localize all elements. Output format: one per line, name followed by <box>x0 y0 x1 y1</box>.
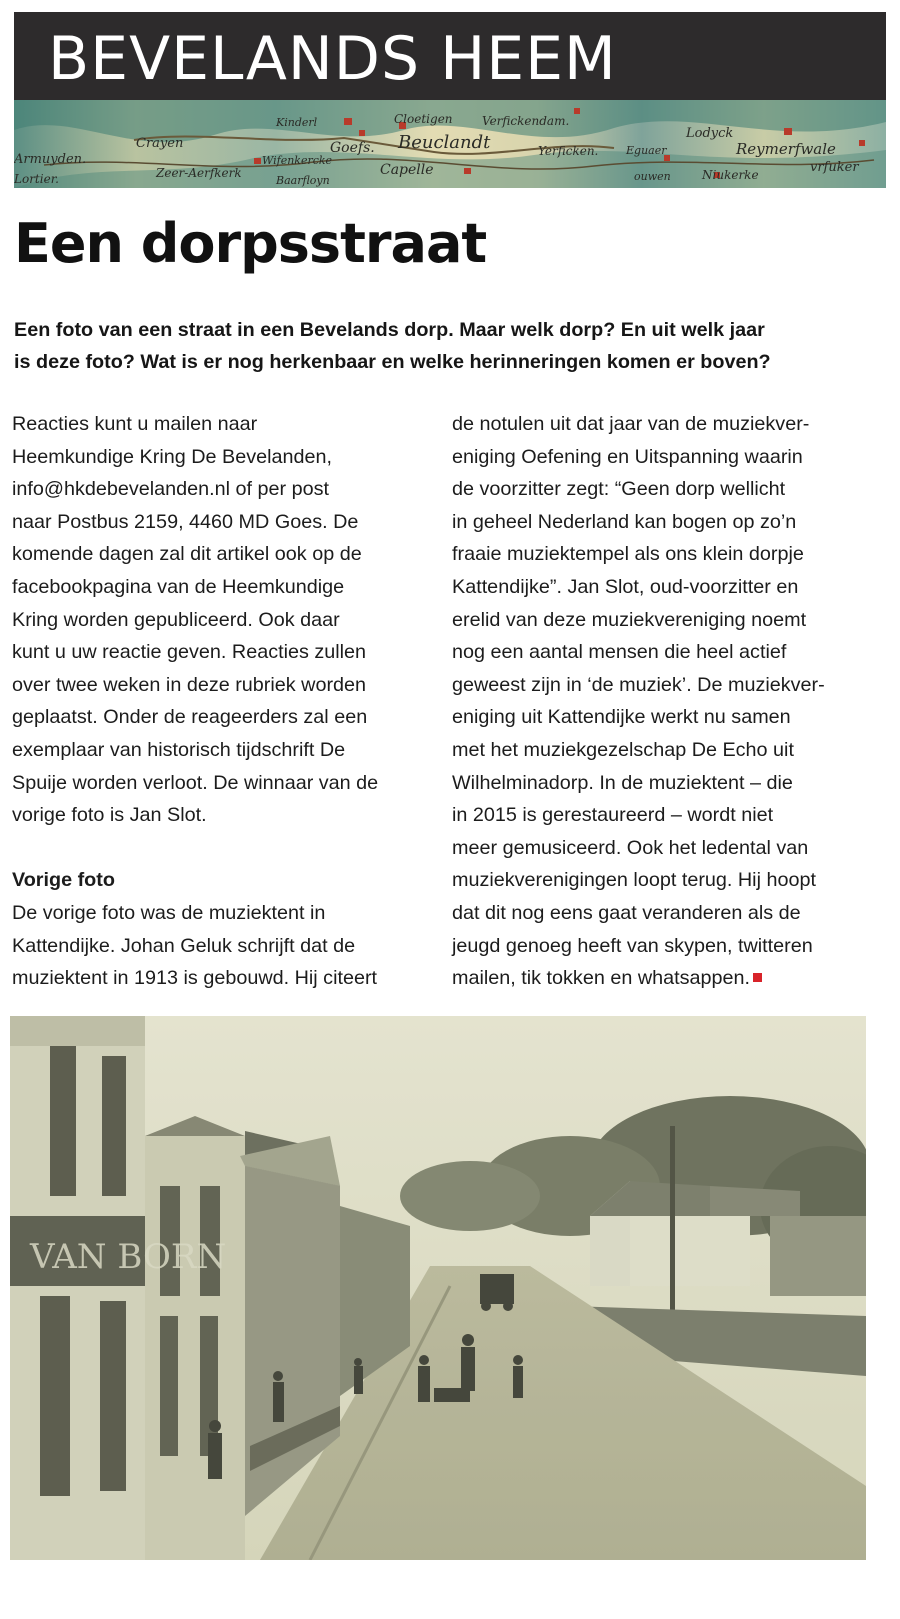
street-scene-illustration <box>10 1016 866 1560</box>
text-line: Spuije worden verloot. De winnaar van de <box>12 771 379 794</box>
text-line: erelid van deze muziekvereniging noemt <box>452 608 807 631</box>
text-line: Kring worden gepubliceerd. Ook daar <box>12 608 340 631</box>
map-label: Wifenkercke <box>262 154 333 167</box>
map-label: Verfickendam. <box>482 114 570 128</box>
lead-line: Een foto van een straat in een Bevelands dorp. Maar welk dorp? En uit welk jaar <box>14 319 765 341</box>
text-line: Kattendijke. Johan Geluk schrijft dat de <box>12 934 356 957</box>
text-line: muziektent in 1913 is gebouwd. Hij citeert <box>12 967 378 990</box>
map-label: Eguaer <box>626 144 667 157</box>
right-column <box>452 408 884 995</box>
text-line: naar Postbus 2159, 4460 MD Goes. De <box>12 510 359 533</box>
text-line: kunt u uw reactie geven. Reacties zullen <box>12 641 367 664</box>
article-lead <box>14 314 880 378</box>
map-label: Cloetigen <box>394 112 453 126</box>
text-line: in 2015 is gerestaureerd – wordt niet <box>452 804 774 827</box>
text-line: de notulen uit dat jaar van de muziekver- <box>452 413 810 435</box>
map-label: Crayen <box>136 136 184 151</box>
map-label: vrfuker <box>810 160 859 175</box>
text-line: over twee weken in deze rubriek worden <box>12 673 367 696</box>
text-line: de voorzitter zegt: “Geen dorp wellicht <box>452 478 786 501</box>
text-line: Reacties kunt u mailen naar <box>12 413 258 435</box>
text-line: Wilhelminadorp. In de muziektent – die <box>452 771 793 794</box>
map-label: ouwen <box>634 170 671 183</box>
text-line: mailen, tik tokken en whatsappen. <box>452 967 750 990</box>
text-line: muziekverenigingen loopt terug. Hij hoopt <box>452 869 816 892</box>
left-column <box>12 408 430 995</box>
section-subheading: Vorige foto <box>12 869 115 892</box>
text-line: Kattendijke”. Jan Slot, oud-voorzitter en <box>452 575 799 598</box>
text-line: meer gemusiceerd. Ook het ledental van <box>452 836 809 859</box>
text-line: facebookpagina van de Heemkundige <box>12 575 345 598</box>
lead-line: is deze foto? Wat is er nog herkenbaar en welke herinneringen komen er boven? <box>14 351 771 373</box>
map-label: Baarfloyn <box>276 174 330 187</box>
last-text-line <box>452 962 884 995</box>
text-line: eniging uit Kattendijke werkt nu samen <box>452 706 791 729</box>
masthead <box>14 12 886 188</box>
text-line: info@hkdebevelanden.nl of per post <box>12 478 330 501</box>
text-line: vorige foto is Jan Slot. <box>12 804 207 827</box>
text-line: Heemkundige Kring De Bevelanden, <box>12 445 332 468</box>
text-line: geweest zijn in ‘de muziek’. De muziekver- <box>452 673 825 696</box>
paragraph-gap <box>12 832 430 865</box>
text-line: in geheel Nederland kan bogen op zo’n <box>452 510 797 533</box>
map-label: Lodyck <box>686 126 734 141</box>
text-line: De vorige foto was de muziektent in <box>12 901 326 924</box>
text-line: nog een aantal mensen die heel actief <box>452 641 787 664</box>
map-label: Reymerfwale <box>736 140 836 158</box>
map-label: Beuclandt <box>398 132 491 153</box>
article-title: Een dorpsstraat <box>14 212 487 275</box>
map-label: Lortier. <box>14 172 59 186</box>
text-line: jeugd genoeg heeft van skypen, twitteren <box>452 934 813 957</box>
text-line: exemplaar van historisch tijdschrift De <box>12 738 346 761</box>
masthead-title: BEVELANDS HEEM <box>48 24 617 94</box>
map-label: Capelle <box>380 162 434 178</box>
map-label: Yerficken. <box>538 144 599 158</box>
shop-sign: VAN BORN <box>30 1237 227 1277</box>
text-line: dat dit nog eens gaat veranderen als de <box>452 901 801 924</box>
text-line: fraaie muziektempel als ons klein dorpje <box>452 543 804 566</box>
text-line: komende dagen zal dit artikel ook op de <box>12 543 362 566</box>
map-label: Niukerke <box>702 168 759 182</box>
text-line: met het muziekgezelschap De Echo uit <box>452 738 794 761</box>
map-label: Zeer-Aerfkerk <box>156 166 242 180</box>
map-label: Goefs. <box>330 140 375 156</box>
end-of-article-marker <box>753 973 762 982</box>
text-line: eniging Oefening en Uitspanning waarin <box>452 445 803 468</box>
text-line: geplaatst. Onder de reageerders zal een <box>12 706 368 729</box>
historic-street-photo <box>10 1016 866 1560</box>
map-label: Kinderl <box>276 116 318 129</box>
map-label: Armuyden. <box>14 152 87 167</box>
